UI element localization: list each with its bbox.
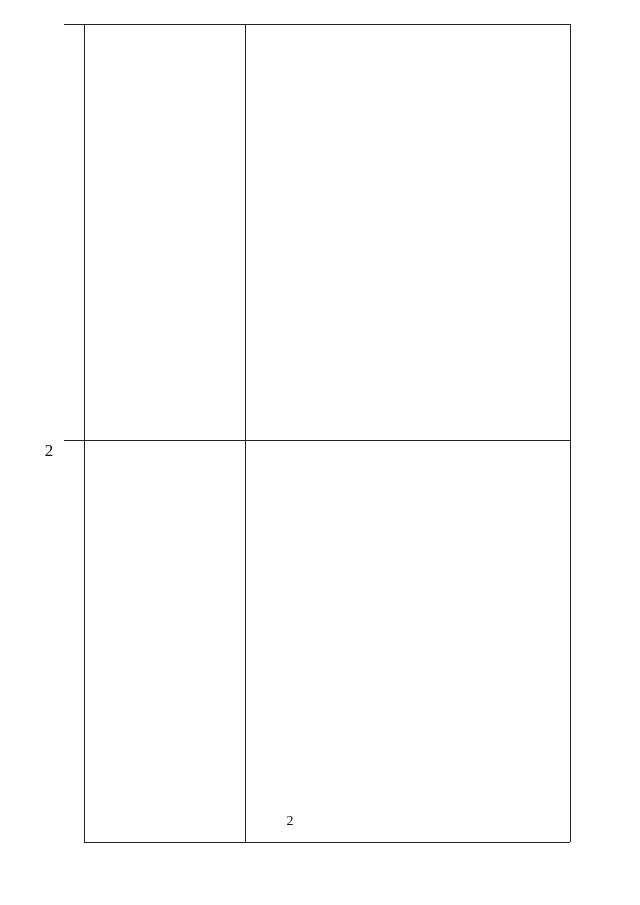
criterion-text-part-1 [250, 446, 560, 746]
table-row-number: 2 [286, 814, 294, 829]
documents-text-part-1 [250, 30, 560, 230]
criterion-text-part-2 [250, 760, 560, 836]
table-row-divider [64, 24, 570, 25]
table-row-divider [64, 440, 570, 441]
table-column-divider [84, 24, 85, 842]
documents-text-part-2 [90, 30, 240, 430]
table-column-divider [570, 24, 571, 842]
page-number: 2 [44, 441, 54, 460]
table-row-divider [84, 842, 570, 843]
condition-text [90, 446, 240, 836]
table-column-divider [245, 24, 246, 842]
